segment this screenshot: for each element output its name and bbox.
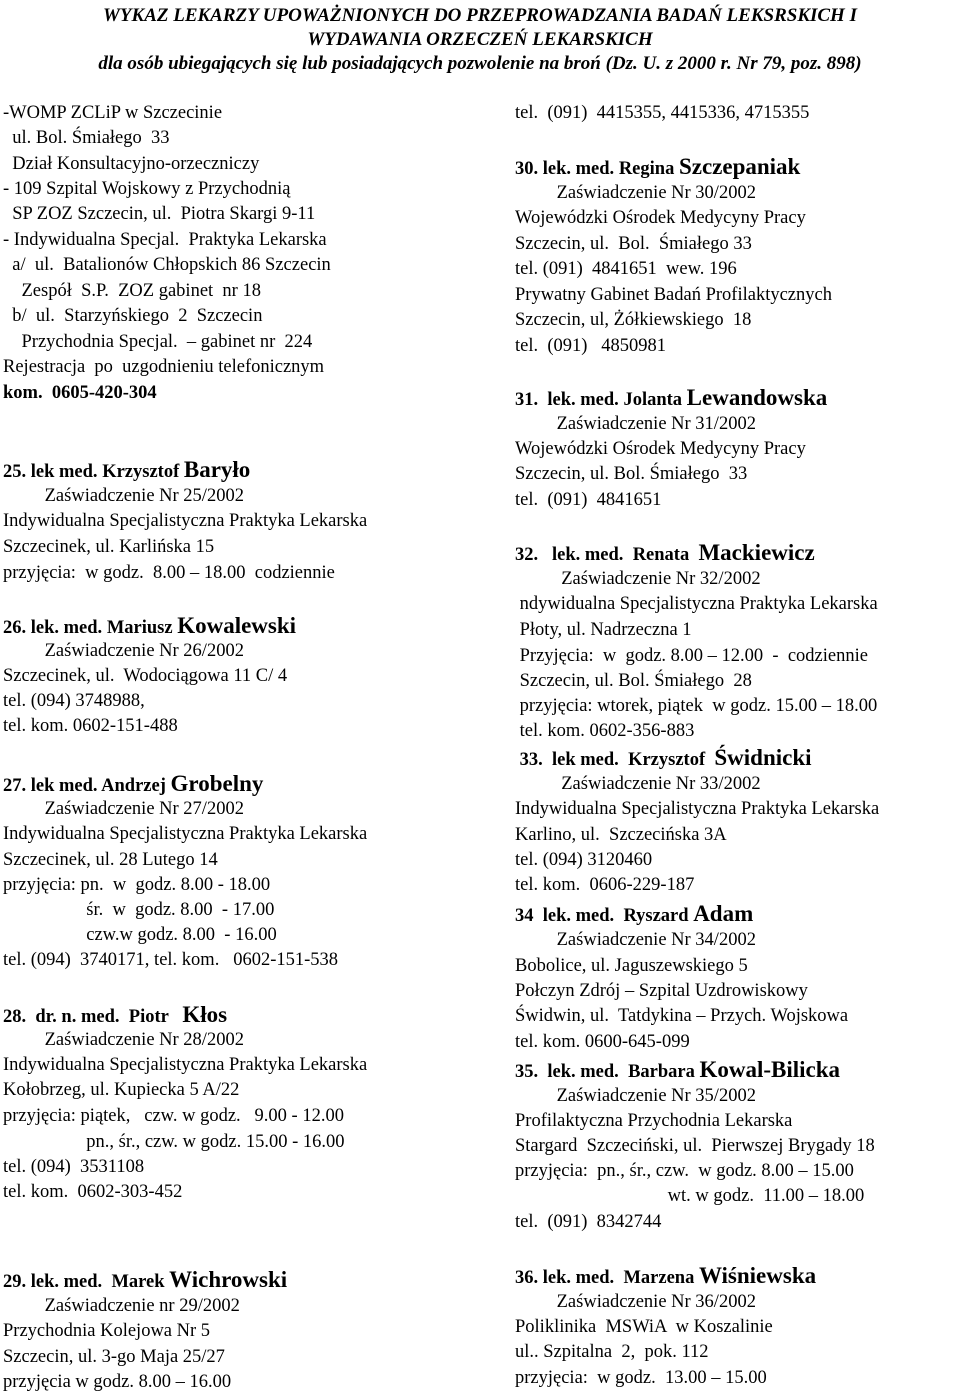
entry-line: przyjęcia w godz. 8.00 – 16.00 — [3, 1372, 232, 1392]
entry-line: Wojewódzki Ośrodek Medycyny Pracy — [515, 439, 806, 459]
entry-line: Zaświadczenie Nr 31/2002 — [515, 414, 756, 434]
entry-line: ul.. Szpitalna 2, pok. 112 — [515, 1342, 709, 1362]
entry-line: pn., śr., czw. w godz. 15.00 - 16.00 — [3, 1132, 345, 1152]
doctor-first-name: Regina — [618, 159, 679, 179]
entry-line: Szczecin, ul. 3-go Maja 25/27 — [3, 1347, 225, 1367]
entry-line: Profilaktyczna Przychodnia Lekarska — [515, 1111, 793, 1131]
entry-number: 36. lek. med. — [515, 1268, 624, 1288]
entry-line: Karlino, ul. Szczecińska 3A — [515, 825, 727, 845]
entry-number: 29. lek. med. — [3, 1272, 112, 1292]
doctor-surname: Kowal-Bilicka — [699, 1057, 841, 1082]
entry-line: przyjęcia: wtorek, piątek w godz. 15.00 – 18.00 — [515, 696, 878, 716]
entry-number: 26. lek. med. — [3, 618, 107, 638]
entry-line: tel. (094) 3120460 — [515, 850, 653, 870]
entry-line: Bobolice, ul. Jaguszewskiego 5 — [515, 956, 748, 976]
entry-line: Prywatny Gabinet Badań Profilaktycznych — [515, 285, 832, 305]
entry-line: tel. (091) 4841651 wew. 196 — [515, 259, 737, 279]
womp-line: Zespół S.P. ZOZ gabinet nr 18 — [3, 281, 261, 301]
entry-line: wt. w godz. 11.00 – 18.00 — [515, 1186, 865, 1206]
entry-number: 31. lek. med. — [515, 390, 624, 410]
womp-line: ul. Bol. Śmiałego 33 — [3, 128, 170, 148]
entry-line: Szczecinek, ul. Karlińska 15 — [3, 537, 215, 557]
entry-line: przyjęcia: pn. w godz. 8.00 - 18.00 — [3, 875, 271, 895]
doctor-surname: Świdnicki — [714, 745, 812, 770]
entry-line: przyjęcia: w godz. 13.00 – 15.00 — [515, 1368, 767, 1388]
entry-line: śr. w godz. 8.00 - 17.00 — [3, 900, 275, 920]
entry-line: tel. kom. 0606-229-187 — [515, 875, 695, 895]
doctor-heading-35 — [515, 1056, 840, 1086]
womp-line: a/ ul. Batalionów Chłopskich 86 Szczecin — [3, 255, 331, 275]
doctor-surname: Baryło — [183, 457, 251, 482]
entry-line: Indywidualna Specjalistyczna Praktyka Lekarska — [515, 799, 880, 819]
doctor-surname: Lewandowska — [686, 385, 828, 410]
entry-line: Szczecin, ul. Bol. Śmiałego 28 — [515, 671, 752, 691]
doctor-first-name: Jolanta — [623, 390, 687, 410]
doctor-surname: Szczepaniak — [678, 154, 801, 179]
entry-line: przyjęcia: piątek, czw. w godz. 9.00 - 12.00 — [3, 1106, 344, 1126]
entry-line: ndywidualna Specjalistyczna Praktyka Lekarska — [515, 594, 878, 614]
entry-line: Stargard Szczeciński, ul. Pierwszej Brygady 18 — [515, 1136, 875, 1156]
doctor-heading-28 — [3, 1001, 227, 1031]
entry-line: tel. (091) 4850981 — [515, 336, 667, 356]
womp-line: Rejestracja po uzgodnieniu telefonicznym — [3, 357, 325, 377]
entry-line: Szczecin, ul. Bol. Śmiałego 33 — [515, 234, 752, 254]
doctor-first-name: Krzysztof — [628, 750, 715, 770]
doctor-first-name: Marzena — [623, 1268, 699, 1288]
entry-line: Zaświadczenie Nr 32/2002 — [515, 569, 761, 589]
entry-number: 33. lek med. — [515, 750, 629, 770]
entry-line: Zaświadczenie Nr 35/2002 — [515, 1086, 756, 1106]
doctor-first-name: Ryszard — [623, 906, 694, 926]
entry-line: Szczecin, ul. Bol. Śmiałego 33 — [515, 464, 748, 484]
doctor-surname: Kowalewski — [177, 613, 297, 638]
entry-line: Szczecinek, ul. Wodociągowa 11 C/ 4 — [3, 666, 288, 686]
document-title-line-2: WYDAWANIA ORZECZEŃ LEKARSKICH — [307, 29, 653, 50]
doctor-surname: Wichrowski — [169, 1267, 288, 1292]
entry-line: przyjęcia: pn., śr., czw. w godz. 8.00 – 15.00 — [515, 1161, 854, 1181]
womp-line: kom. 0605-420-304 — [3, 383, 157, 403]
doctor-surname: Adam — [693, 901, 754, 926]
doctor-heading-31 — [515, 384, 827, 414]
entry-line: tel. kom. 0602-151-488 — [3, 716, 178, 736]
doctor-surname: Mackiewicz — [698, 540, 815, 565]
doctor-heading-30 — [515, 153, 800, 183]
entry-line: Poliklinika MSWiA w Koszalinie — [515, 1317, 773, 1337]
womp-line: Dział Konsultacyjno-orzeczniczy — [3, 154, 260, 174]
womp-line: - Indywidualna Specjal. Praktyka Lekarska — [3, 230, 327, 250]
doctor-heading-27 — [3, 770, 263, 800]
entry-number: 27. lek med. — [3, 776, 102, 796]
entry-line: Zaświadczenie Nr 27/2002 — [3, 799, 244, 819]
entry-line: Połczyn Zdrój – Szpital Uzdrowiskowy — [515, 981, 808, 1001]
entry-line: tel. (094) 3748988, — [3, 691, 145, 711]
entry-line: Świdwin, ul. Tatdykina – Przych. Wojskowa — [515, 1006, 849, 1026]
womp-line: SP ZOZ Szczecin, ul. Piotra Skargi 9-11 — [3, 204, 316, 224]
doctor-heading-29 — [3, 1266, 287, 1296]
entry-number: 28. dr. n. med. — [3, 1007, 129, 1027]
entry-line: Zaświadczenie Nr 36/2002 — [515, 1292, 756, 1312]
entry-line: Zaświadczenie Nr 26/2002 — [3, 641, 244, 661]
doctor-heading-26 — [3, 612, 296, 642]
entry-line: Przychodnia Kolejowa Nr 5 — [3, 1321, 211, 1341]
entry-line: Zaświadczenie Nr 34/2002 — [515, 930, 756, 950]
entry-line: przyjęcia: w godz. 8.00 – 18.00 codziennie — [3, 563, 335, 583]
phone-line: tel. (091) 4415355, 4415336, 4715355 — [515, 103, 810, 123]
doctor-first-name: Renata — [632, 545, 699, 565]
entry-line: tel. (094) 3740171, tel. kom. 0602-151-538 — [3, 950, 339, 970]
entry-line: tel. kom. 0602-303-452 — [3, 1182, 183, 1202]
entry-line: Zaświadczenie Nr 30/2002 — [515, 183, 756, 203]
entry-line: Przyjęcia: w godz. 8.00 – 12.00 - codziennie — [515, 646, 868, 666]
entry-line: tel. kom. 0600-645-099 — [515, 1032, 690, 1052]
entry-line: tel. (091) 4841651 — [515, 490, 662, 510]
doctor-surname: Wiśniewska — [698, 1263, 817, 1288]
womp-line: b/ ul. Starzyńskiego 2 Szczecin — [3, 306, 263, 326]
document-subtitle: dla osób ubiegających się lub posiadających pozwolenie na broń (Dz. U. z 2000 r. Nr 79, poz. 898) — [98, 53, 862, 74]
document-title-line-1: WYKAZ LEKARZY UPOWAŻNIONYCH DO PRZEPROWADZANIA BADAŃ LEKSRSKICH I — [103, 5, 857, 26]
doctor-first-name: Marek — [111, 1272, 170, 1292]
entry-line: Zaświadczenie Nr 33/2002 — [515, 774, 761, 794]
entry-number: 25. lek med. — [3, 462, 103, 482]
doctor-first-name: Barbara — [628, 1062, 700, 1082]
entry-line: Szczecin, ul, Żółkiewskiego 18 — [515, 310, 752, 330]
entry-line: Płoty, ul. Nadrzeczna 1 — [515, 620, 692, 640]
entry-line: Indywidualna Specjalistyczna Praktyka Lekarska — [3, 824, 368, 844]
womp-line: - 109 Szpital Wojskowy z Przychodnią — [3, 179, 291, 199]
doctor-first-name: Krzysztof — [102, 462, 184, 482]
doctor-surname: Kłos — [182, 1002, 228, 1027]
entry-line: Zaświadczenie nr 29/2002 — [3, 1296, 240, 1316]
doctor-first-name: Piotr — [128, 1007, 183, 1027]
doctor-heading-34 — [515, 900, 753, 930]
entry-line: Zaświadczenie Nr 25/2002 — [3, 486, 244, 506]
entry-line: tel. (091) 8342744 — [515, 1212, 662, 1232]
entry-number: 32. lek. med. — [515, 545, 633, 565]
doctor-first-name: Andrzej — [101, 776, 171, 796]
doctor-surname: Grobelny — [170, 771, 264, 796]
entry-line: Indywidualna Specjalistyczna Praktyka Lekarska — [3, 511, 368, 531]
womp-line: Przychodnia Specjal. – gabinet nr 224 — [3, 332, 313, 352]
doctor-heading-25 — [3, 456, 250, 486]
entry-line: czw.w godz. 8.00 - 16.00 — [3, 925, 277, 945]
entry-number: 35. lek. med. — [515, 1062, 629, 1082]
womp-line: -WOMP ZCLiP w Szczecinie — [3, 103, 223, 123]
entry-line: tel. (094) 3531108 — [3, 1157, 145, 1177]
entry-line: tel. kom. 0602-356-883 — [515, 721, 695, 741]
doctor-heading-36 — [515, 1262, 816, 1292]
entry-line: Zaświadczenie Nr 28/2002 — [3, 1030, 244, 1050]
entry-number: 34 lek. med. — [515, 906, 624, 926]
entry-line: Indywidualna Specjalistyczna Praktyka Lekarska — [3, 1055, 368, 1075]
doctor-first-name: Mariusz — [106, 618, 178, 638]
entry-number: 30. lek. med. — [515, 159, 619, 179]
entry-line: Wojewódzki Ośrodek Medycyny Pracy — [515, 208, 806, 228]
entry-line: Szczecinek, ul. 28 Lutego 14 — [3, 850, 218, 870]
doctor-heading-32 — [515, 539, 815, 569]
doctor-heading-33 — [515, 744, 812, 774]
entry-line: Kołobrzeg, ul. Kupiecka 5 A/22 — [3, 1080, 240, 1100]
